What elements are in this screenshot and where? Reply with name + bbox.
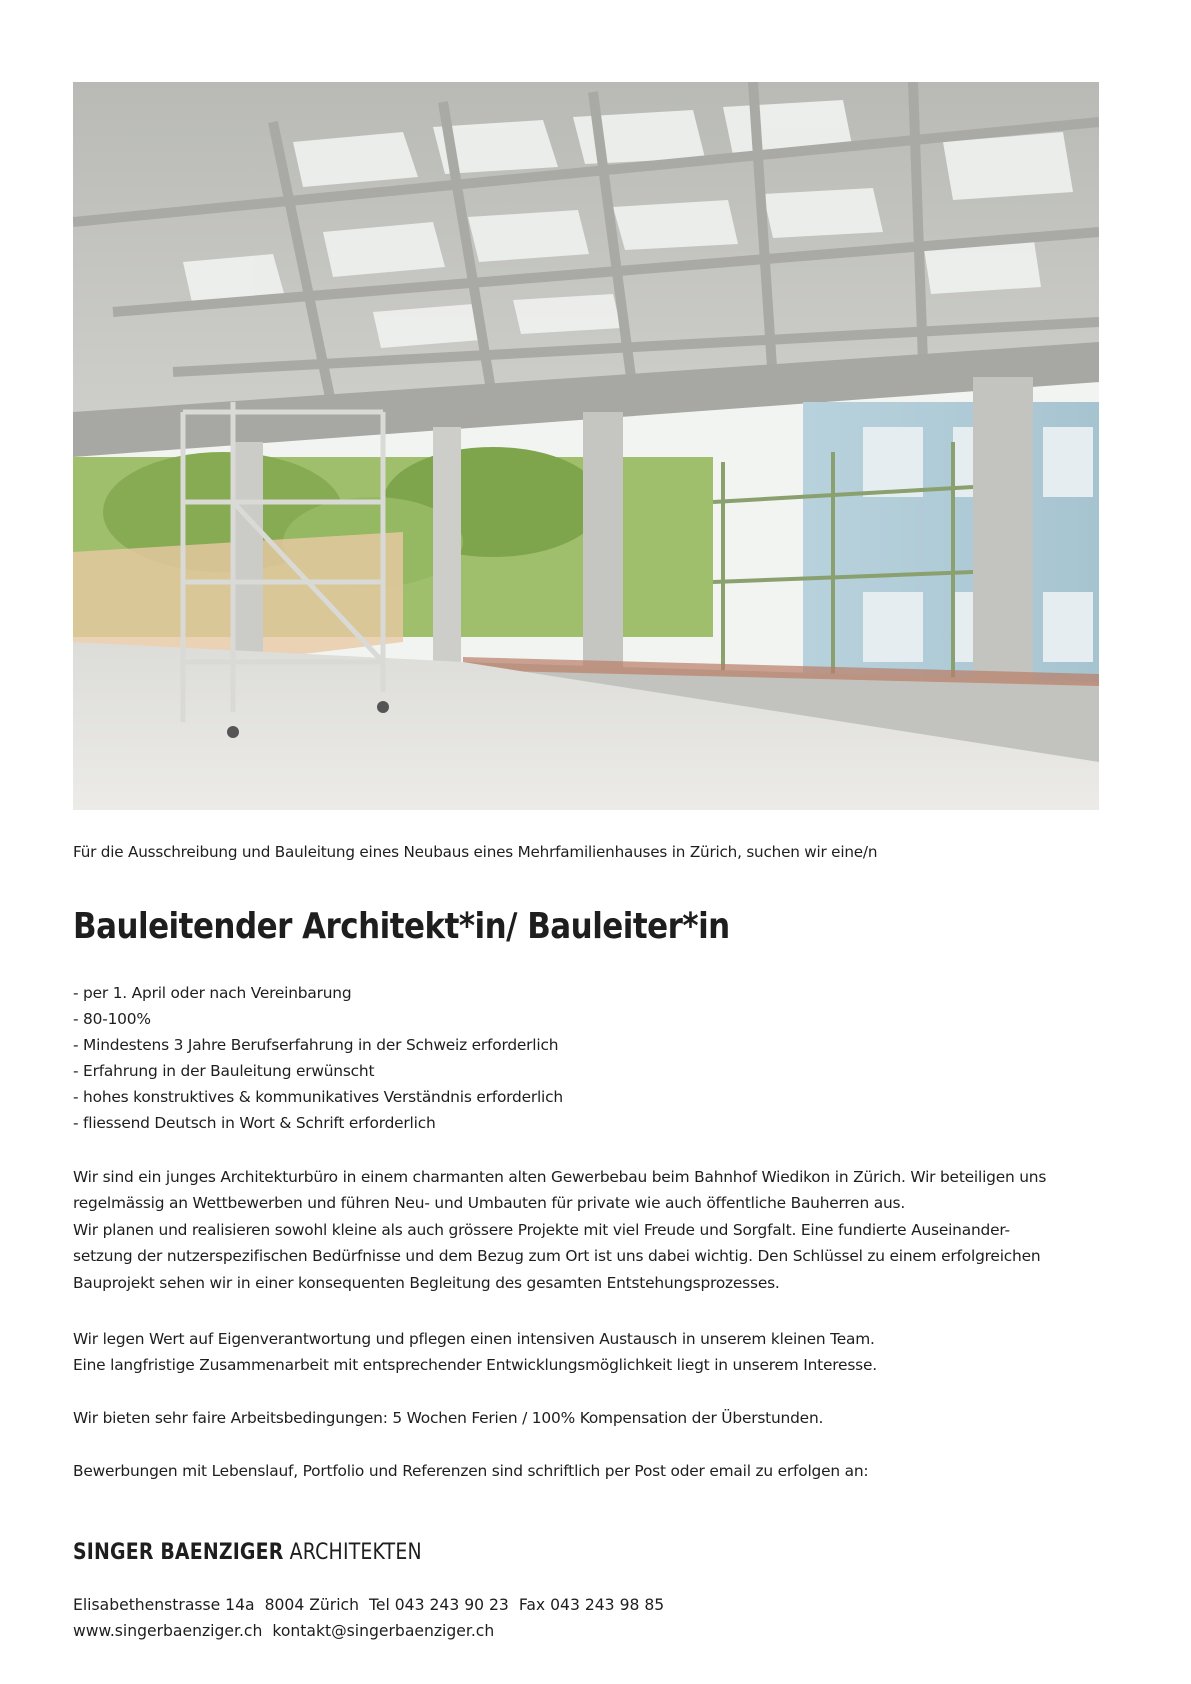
list-item: - per 1. April oder nach Vereinbarung	[73, 984, 352, 1002]
paragraph-line: setzung der nutzerspezifischen Bedürfnisse und dem Bezug zum Ort ist uns dabei wichtig. Den Schlüssel zu einem erfolgreichen	[73, 1247, 1041, 1266]
intro-text: Für die Ausschreibung und Bauleitung eines Neubaus eines Mehrfamilienhauses in Zürich, suchen wir eine/n	[73, 843, 878, 861]
job-title: Bauleitender Architekt*in/ Bauleiter*in	[73, 906, 730, 947]
email-link[interactable]: kontakt@singerbaenziger.ch	[272, 1622, 495, 1640]
list-item: - Mindestens 3 Jahre Berufserfahrung in der Schweiz erforderlich	[73, 1036, 559, 1054]
list-item: - hohes konstruktives & kommunikatives Verständnis erforderlich	[73, 1088, 563, 1106]
fax: Fax 043 243 98 85	[518, 1596, 665, 1614]
requirements-list	[73, 980, 1103, 1136]
list-item: - 80-100%	[73, 1010, 151, 1028]
city: 8004 Zürich	[264, 1596, 359, 1614]
paragraph-line: Eine langfristige Zusammenarbeit mit entsprechender Entwicklungsmöglichkeit liegt in unserem Interesse.	[73, 1356, 877, 1375]
contact-block	[73, 1592, 1103, 1644]
street: Elisabethenstrasse 14a	[73, 1596, 255, 1614]
firm-name	[73, 1540, 959, 1565]
contact-address-line	[73, 1592, 1103, 1618]
list-item: - fliessend Deutsch in Wort & Schrift erforderlich	[73, 1114, 436, 1132]
team-description	[73, 1326, 1103, 1379]
paragraph-line: Wir sind ein junges Architekturbüro in einem charmanten alten Gewerbebau beim Bahnhof Wiedikon in Zürich. Wir beteiligen uns	[73, 1168, 1047, 1186]
benefits-text: Wir bieten sehr faire Arbeitsbedingungen: 5 Wochen Ferien / 100% Kompensation der Überstunden.	[73, 1409, 824, 1427]
paragraph-line: Wir legen Wert auf Eigenverantwortung und pflegen einen intensiven Austausch in unserem kleinen Team.	[73, 1330, 875, 1348]
firm-name-bold: SINGER BAENZIGER	[73, 1540, 284, 1565]
paragraph-line: Wir planen und realisieren sowohl kleine als auch grössere Projekte mit viel Freude und Sorgfalt. Eine fundierte Auseinander-	[73, 1220, 1010, 1239]
website-link[interactable]: www.singerbaenziger.ch	[73, 1622, 263, 1640]
company-description	[73, 1164, 1103, 1296]
phone[interactable]: Tel 043 243 90 23	[369, 1596, 509, 1614]
contact-web-line	[73, 1618, 1103, 1644]
application-instructions: Bewerbungen mit Lebenslauf, Portfolio und Referenzen sind schriftlich per Post oder email zu erfolgen an:	[73, 1462, 869, 1480]
construction-site-photo	[73, 82, 1099, 810]
construction-site-illustration	[73, 82, 1099, 810]
firm-name-light: ARCHITEKTEN	[289, 1540, 422, 1565]
paragraph-line: Bauprojekt sehen wir in einer konsequenten Begleitung des gesamten Entstehungsprozesses.	[73, 1273, 780, 1292]
paragraph-line: regelmässig an Wettbewerben und führen Neu- und Umbauten für private wie auch öffentliche Bauherren aus.	[73, 1194, 906, 1213]
list-item: - Erfahrung in der Bauleitung erwünscht	[73, 1062, 375, 1080]
